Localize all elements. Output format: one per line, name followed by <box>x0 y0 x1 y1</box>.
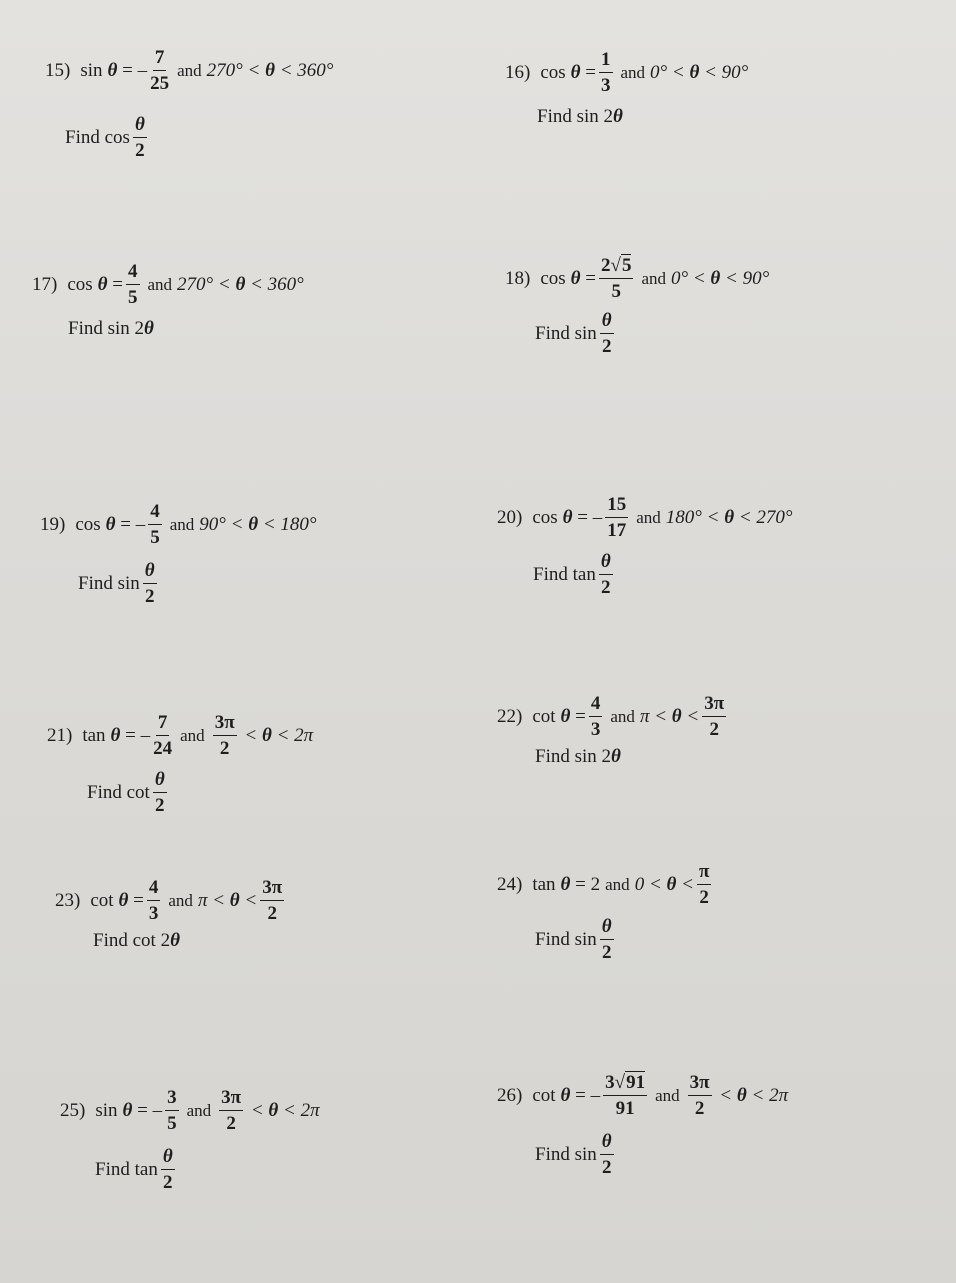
fraction: $\frac{\theta}{2}$ <box>600 551 611 598</box>
fraction: $\frac{\theta}{2}$ <box>601 310 612 357</box>
problem-24: 24) tan θ = 2 and 0 < θ < $\frac{\pi}{2}$ Find sin $\frac{\theta}{2}$ <box>497 861 710 963</box>
problem-number: 24) <box>497 874 523 895</box>
fraction: $\frac{\theta}{2}$ <box>162 1146 173 1193</box>
fraction: $\frac{15}{17}$ <box>607 494 627 541</box>
problem-number: 26) <box>497 1085 523 1106</box>
problem-25: 25) sin θ = – $\frac{3}{5}$ and $\frac{3\pi}{2}$ < θ < 2π Find tan $\frac{\theta}{2}$ <box>60 1087 320 1193</box>
problem-19: 19) cos θ = – $\frac{4}{5}$ and 90° < θ < 180° Find sin $\frac{\theta}{2}$ <box>40 501 317 607</box>
fraction: $\frac{3√91}{91}$ <box>605 1072 646 1119</box>
fraction: $\frac{7}{24}$ <box>153 712 173 759</box>
fraction: $\frac{4}{3}$ <box>590 693 601 740</box>
fraction: $\frac{1}{3}$ <box>601 49 611 96</box>
fraction: $\frac{3\pi}{2}$ <box>262 877 283 924</box>
fraction: $\frac{2√5}{5}$ <box>601 255 632 302</box>
fraction: $\frac{\theta}{2}$ <box>154 769 165 816</box>
fraction: $\frac{3\pi}{2}$ <box>214 712 235 759</box>
problem-15: 15) sin θ = – $\frac{7}{25}$ and 270° < θ < 360° Find cos $\frac{\theta}{2}$ <box>45 47 334 161</box>
problem-16: 16) cos θ = $\frac{1}{3}$ and 0° < θ < 90° Find sin 2 θ <box>505 49 749 127</box>
problem-17: 17) cos θ = $\frac{4}{5}$ and 270° < θ < 360° Find sin 2 θ <box>32 261 304 339</box>
problem-number: 19) <box>40 514 66 535</box>
fraction: $\frac{7}{25}$ <box>150 47 170 94</box>
fraction: $\frac{4}{3}$ <box>148 877 159 924</box>
problem-18: 18) cos θ = $\frac{2√5}{5}$ and 0° < θ < 90° Find sin $\frac{\theta}{2}$ <box>505 255 770 357</box>
fraction: $\frac{3}{5}$ <box>167 1087 177 1134</box>
fraction: $\frac{\pi}{2}$ <box>698 861 710 908</box>
problem-number: 23) <box>55 890 81 911</box>
problem-number: 22) <box>497 706 523 727</box>
fraction: $\frac{\theta}{2}$ <box>601 1131 612 1178</box>
problem-20: 20) cos θ = – $\frac{15}{17}$ and 180° < θ < 270° Find tan $\frac{\theta}{2}$ <box>497 494 793 598</box>
problem-number: 16) <box>505 62 531 83</box>
problem-number: 20) <box>497 507 523 528</box>
fraction: $\frac{4}{5}$ <box>128 261 138 308</box>
fraction: $\frac{\theta}{2}$ <box>134 114 145 161</box>
fraction: $\frac{\theta}{2}$ <box>601 916 612 963</box>
problem-number: 18) <box>505 268 531 289</box>
problem-22: 22) cot θ = $\frac{4}{3}$ and π < θ < $\frac{3\pi}{2}$ Find sin 2 θ <box>497 693 725 767</box>
fraction: $\frac{\theta}{2}$ <box>144 560 155 607</box>
fraction: $\frac{3\pi}{2}$ <box>689 1072 710 1119</box>
problem-21: 21) tan θ = – $\frac{7}{24}$ and $\frac{3\pi}{2}$ < θ < 2π Find cot $\frac{\theta}{2}$ <box>47 712 314 816</box>
fraction: $\frac{3\pi}{2}$ <box>704 693 725 740</box>
fraction: $\frac{4}{5}$ <box>150 501 160 548</box>
problem-26: 26) cot θ = – $\frac{3√91}{91}$ and $\frac{3\pi}{2}$ < θ < 2π Find sin $\frac{\theta}{2}$ <box>497 1072 789 1178</box>
problem-number: 15) <box>45 60 71 81</box>
problem-number: 25) <box>60 1100 86 1121</box>
problem-23: 23) cot θ = $\frac{4}{3}$ and π < θ < $\frac{3\pi}{2}$ Find cot 2 θ <box>55 877 283 951</box>
fraction: $\frac{3\pi}{2}$ <box>221 1087 242 1134</box>
problem-number: 21) <box>47 725 73 746</box>
problem-number: 17) <box>32 274 58 295</box>
